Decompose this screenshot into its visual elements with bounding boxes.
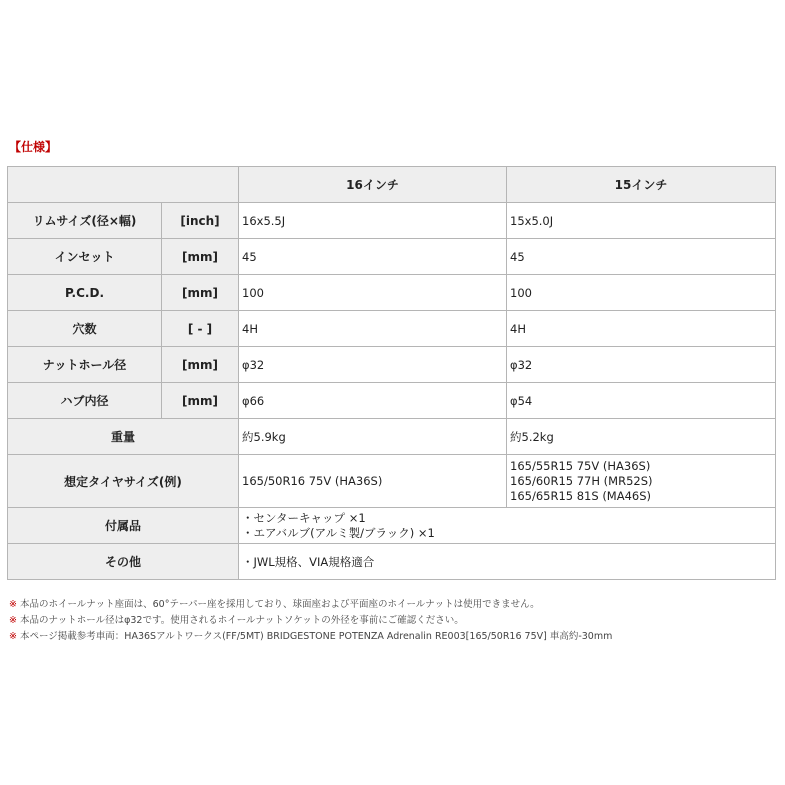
value-15inch: 4H (507, 311, 776, 347)
header-15inch: 15インチ (507, 167, 776, 203)
row-label: 重量 (8, 419, 239, 455)
note-mark: ※ (9, 631, 17, 642)
note-item (9, 597, 779, 613)
row-label: 穴数 (8, 311, 162, 347)
spec-row-accessories (8, 508, 776, 544)
note-text: 本ページ掲載参考車両：HA36Sアルトワークス(FF/5MT) BRIDGESTONE POTENZA Adrenalin RE003[165/50R16 75V] 車高約-30mm (20, 631, 613, 642)
row-label: ナットホール径 (8, 347, 162, 383)
note-text: 本品のホイールナット座面は、60°テーパー座を採用しており、球面座および平面座のホイールナットは使用できません。 (20, 599, 540, 610)
row-unit: [mm] (162, 347, 239, 383)
row-unit: [mm] (162, 383, 239, 419)
spec-row-hub-bore (8, 383, 776, 419)
note-item (9, 613, 779, 629)
value-15inch: 45 (507, 239, 776, 275)
row-label: インセット (8, 239, 162, 275)
accessory-item: ・センターキャップ ×1 (242, 510, 366, 525)
row-label: 付属品 (8, 508, 239, 544)
value-15inch: 100 (507, 275, 776, 311)
value-16inch: 約5.9kg (239, 419, 507, 455)
header-row (8, 167, 776, 203)
value-15inch (507, 455, 776, 508)
value-16inch: φ66 (239, 383, 507, 419)
value-16inch: φ32 (239, 347, 507, 383)
spec-row-weight (8, 419, 776, 455)
tire-size-line: 165/65R15 81S (MA46S) (510, 488, 652, 503)
row-label: ハブ内径 (8, 383, 162, 419)
value-16inch: 100 (239, 275, 507, 311)
row-unit: [ - ] (162, 311, 239, 347)
value-16inch: 165/50R16 75V (HA36S) (239, 455, 507, 508)
other-value: ・JWL規格、VIA規格適合 (239, 544, 776, 580)
row-label: P.C.D. (8, 275, 162, 311)
row-unit: [mm] (162, 275, 239, 311)
spec-row-holes (8, 311, 776, 347)
row-label: その他 (8, 544, 239, 580)
spec-row-rim-size (8, 203, 776, 239)
notes (9, 597, 779, 645)
spec-row-other (8, 544, 776, 580)
row-label: リムサイズ(径×幅) (8, 203, 162, 239)
value-15inch: φ54 (507, 383, 776, 419)
accessories-value (239, 508, 776, 544)
tire-size-line: 165/60R15 77H (MR52S) (510, 473, 653, 488)
note-item (9, 629, 779, 645)
row-unit: [inch] (162, 203, 239, 239)
spec-row-pcd (8, 275, 776, 311)
accessory-item: ・エアバルブ(アルミ製/ブラック) ×1 (242, 525, 435, 540)
row-label: 想定タイヤサイズ(例) (8, 455, 239, 508)
value-15inch: φ32 (507, 347, 776, 383)
value-15inch: 15x5.0J (507, 203, 776, 239)
note-mark: ※ (9, 599, 17, 610)
row-unit: [mm] (162, 239, 239, 275)
spec-table (7, 166, 776, 580)
spec-row-tire-size (8, 455, 776, 508)
value-16inch: 4H (239, 311, 507, 347)
section-title: 【仕様】 (9, 140, 58, 154)
value-16inch: 16x5.5J (239, 203, 507, 239)
value-16inch: 45 (239, 239, 507, 275)
header-blank (8, 167, 239, 203)
tire-size-line: 165/55R15 75V (HA36S) (510, 458, 651, 473)
header-16inch: 16インチ (239, 167, 507, 203)
note-text: 本品のナットホール径はφ32です。使用されるホイールナットソケットの外径を事前にご確認ください。 (20, 615, 464, 626)
value-15inch: 約5.2kg (507, 419, 776, 455)
spec-row-nut-hole (8, 347, 776, 383)
spec-row-inset (8, 239, 776, 275)
note-mark: ※ (9, 615, 17, 626)
